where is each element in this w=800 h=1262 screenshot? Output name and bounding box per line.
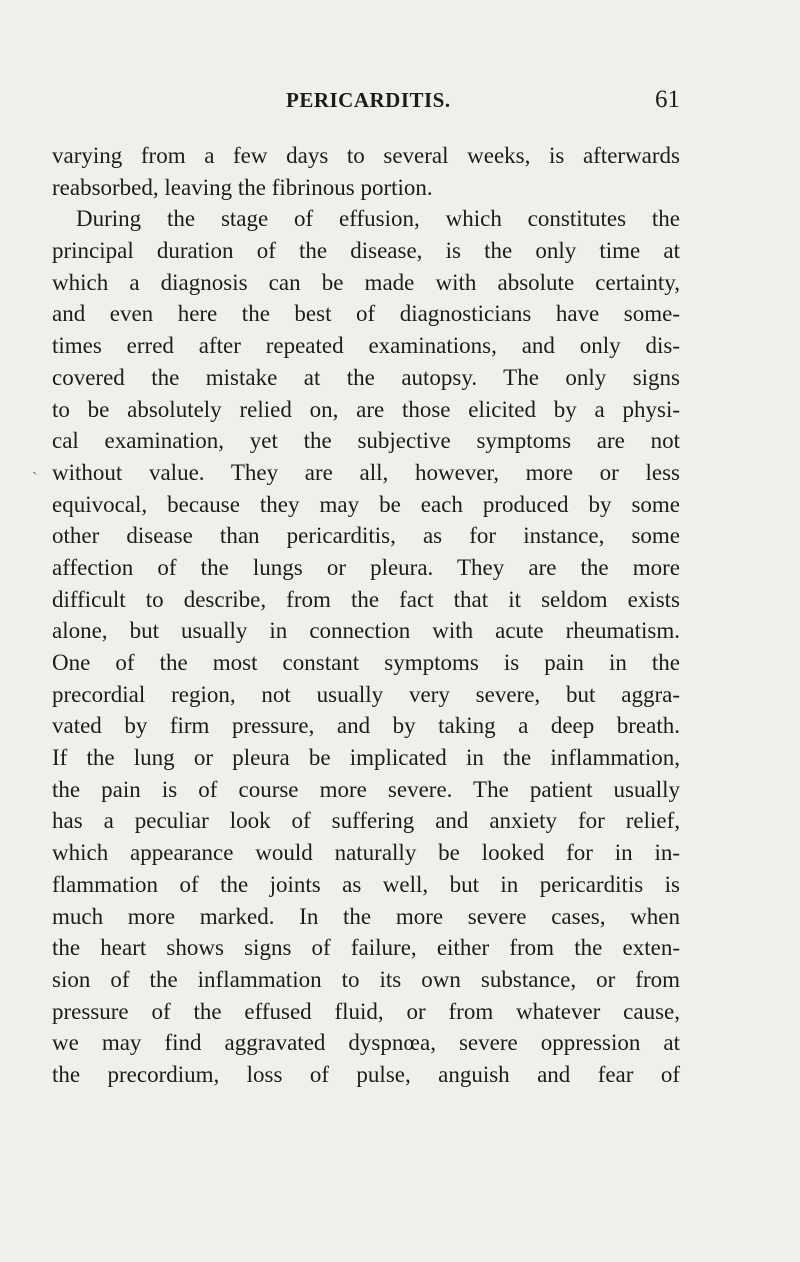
text-line: other disease than pericarditis, as for instance, some — [52, 523, 680, 549]
text-line: times erred after repeated examinations, and only dis- — [52, 333, 680, 359]
text-line: affection of the lungs or pleura. They are the more — [52, 554, 680, 580]
text-line: principal duration of the disease, is the only time at — [52, 238, 680, 264]
text-line: cal examination, yet the subjective symptoms are not — [52, 428, 680, 454]
text-line: flammation of the joints as well, but in pericarditis is — [52, 871, 680, 897]
text-line: pressure of the effused fluid, or from whatever cause, — [52, 998, 680, 1024]
text-line: which appearance would naturally be looked for in in- — [52, 840, 680, 866]
text-line: the precordium, loss of pulse, anguish and fear of — [52, 1061, 680, 1087]
text-line: alone, but usually in connection with acute rheumatism. — [52, 618, 680, 644]
text-line: much more marked. In the more severe cases, when — [52, 903, 680, 929]
text-line: without value. They are all, however, more or less — [52, 459, 680, 485]
text-line: to be absolutely relied on, are those elicited by a physi- — [52, 396, 680, 422]
text-line: which a diagnosis can be made with absolute certainty, — [52, 269, 680, 295]
text-line: During the stage of effusion, which constitutes the — [76, 206, 680, 232]
text-line: reabsorbed, leaving the fibrinous portion. — [52, 174, 433, 200]
text-line: covered the mistake at the autopsy. The only signs — [52, 364, 680, 390]
text-line: sion of the inflammation to its own substance, or from — [52, 966, 680, 992]
running-title: PERICARDITIS. — [286, 88, 451, 112]
text-line: we may find aggravated dyspnœa, severe oppression at — [52, 1030, 680, 1056]
running-head — [0, 88, 800, 122]
text-line: and even here the best of diagnosticians have some- — [52, 301, 680, 327]
body-text — [52, 140, 680, 1091]
text-line: equivocal, because they may be each produced by some — [52, 491, 680, 517]
text-line: difficult to describe, from the fact that it seldom exists — [52, 586, 680, 612]
margin-mark: ˏ — [32, 458, 38, 475]
page-number: 61 — [655, 86, 680, 113]
text-line: One of the most constant symptoms is pain in the — [52, 650, 680, 675]
text-line: precordial region, not usually very severe, but aggra- — [52, 681, 680, 707]
text-line: has a peculiar look of suffering and anxiety for relief, — [52, 808, 680, 834]
text-line: the heart shows signs of failure, either from the exten- — [52, 935, 680, 961]
text-line: vated by firm pressure, and by taking a deep breath. — [52, 713, 680, 739]
text-line: varying from a few days to several weeks, is afterwards — [52, 143, 680, 168]
text-line: If the lung or pleura be implicated in the inflammation, — [52, 745, 680, 771]
text-line: the pain is of course more severe. The patient usually — [52, 776, 680, 802]
